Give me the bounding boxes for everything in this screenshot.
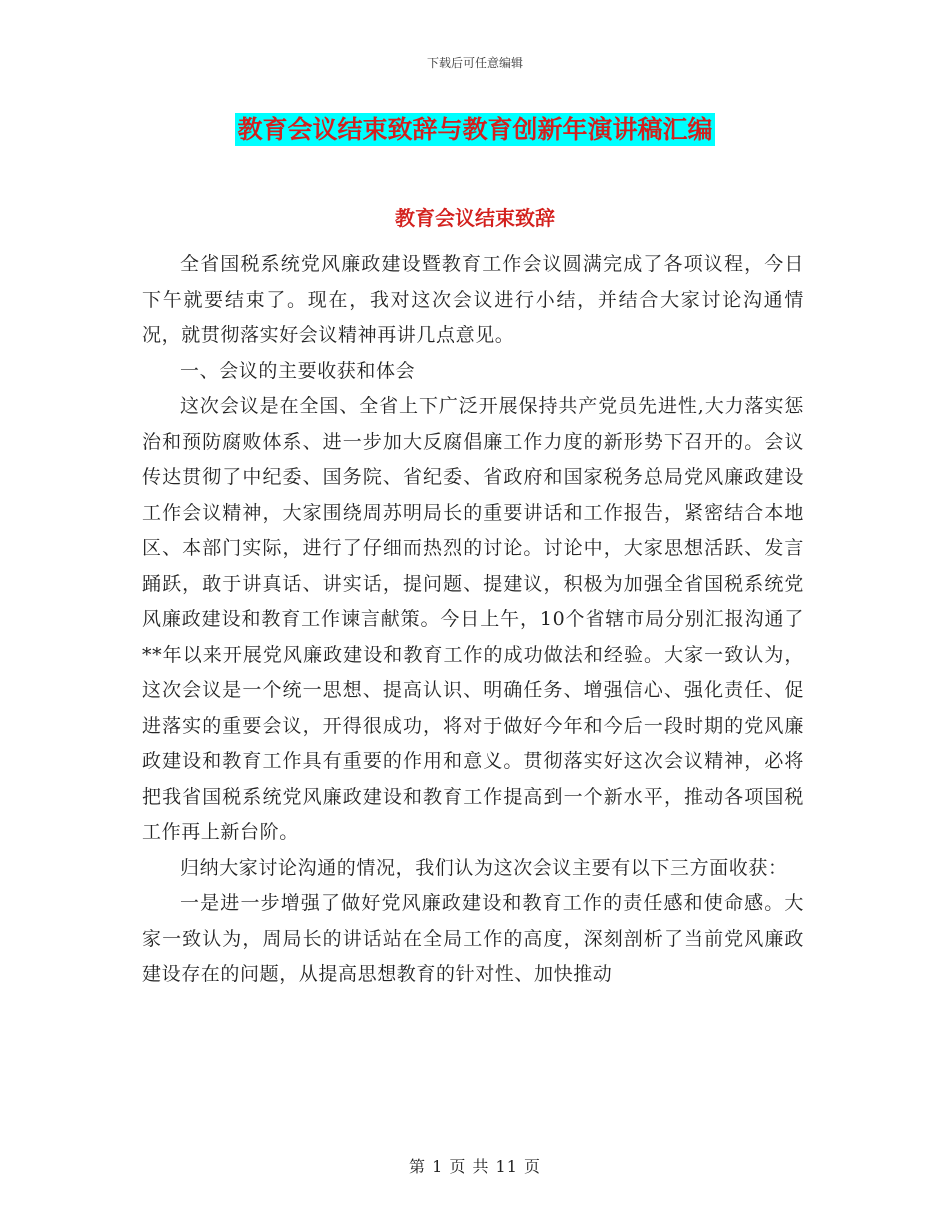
header-note: 下载后可任意编辑 — [426, 56, 523, 70]
paragraph-intro: 全省国税系统党风廉政建设暨教育工作会议圆满完成了各项议程，今日下午就要结束了。现在，我对这次会议进行小结，并结合大家讨论沟通情况，就贯彻落实好会议精神再讲几点意见。 — [142, 253, 804, 346]
paragraph-harvest-intro: 归纳大家讨论沟通的情况，我们认为这次会议主要有以下三方面收获： — [180, 856, 788, 879]
paragraph-meeting-summary: 这次会议是在全国、全省上下广泛开展保持共产党员先进性,大力落实惩治和预防腐败体系、进一步加大反腐倡廉工作力度的新形势下召开的。会议传达贯彻了中纪委、国务院、省纪委、省政府和国家税务总局党风廉政建设工作会议精神，大家围绕周苏明局长的重要讲话和工作报告，紧密结合本地区、本部门实际，进行了仔细而热烈的讨论。讨论中，大家思想活跃、发言踊跃，敢于讲真话、讲实话，提问题、提建议，积极为加强全省国税系统党风廉政建设和教育工作谏言献策。今日上午，10个省辖市局分别汇报沟通了**年以来开展党风廉政建设和教育工作的成功做法和经验。大家一致认为，这次会议是一个统一思想、提高认识、明确任务、增强信心、强化责任、促进落实的重要会议，开得很成功，将对于做好今年和今后一段时期的党风廉政建设和教育工作具有重要的作用和意义。贯彻落实好这次会议精神，必将把我省国税系统党风廉政建设和教育工作提高到一个新水平，推动各项国税工作再上新台阶。 — [142, 395, 804, 843]
document-title-text: 教育会议结束致辞与教育创新年演讲稿汇编 — [237, 115, 713, 144]
paragraph-heading-1: 一、会议的主要收获和体会 — [180, 359, 416, 382]
page-footer: 第 1 页 共 11 页 — [409, 1157, 541, 1176]
paragraph-point-one: 一是进一步增强了做好党风廉政建设和教育工作的责任感和使命感。大家一致认为，周局长的讲话站在全局工作的高度，深刻剖析了当前党风廉政建设存在的问题，从提高思想教育的针对性、加快推动 — [142, 892, 804, 985]
section-title: 教育会议结束致辞 — [395, 206, 555, 230]
body-text — [142, 247, 804, 993]
document-title — [0, 113, 950, 147]
